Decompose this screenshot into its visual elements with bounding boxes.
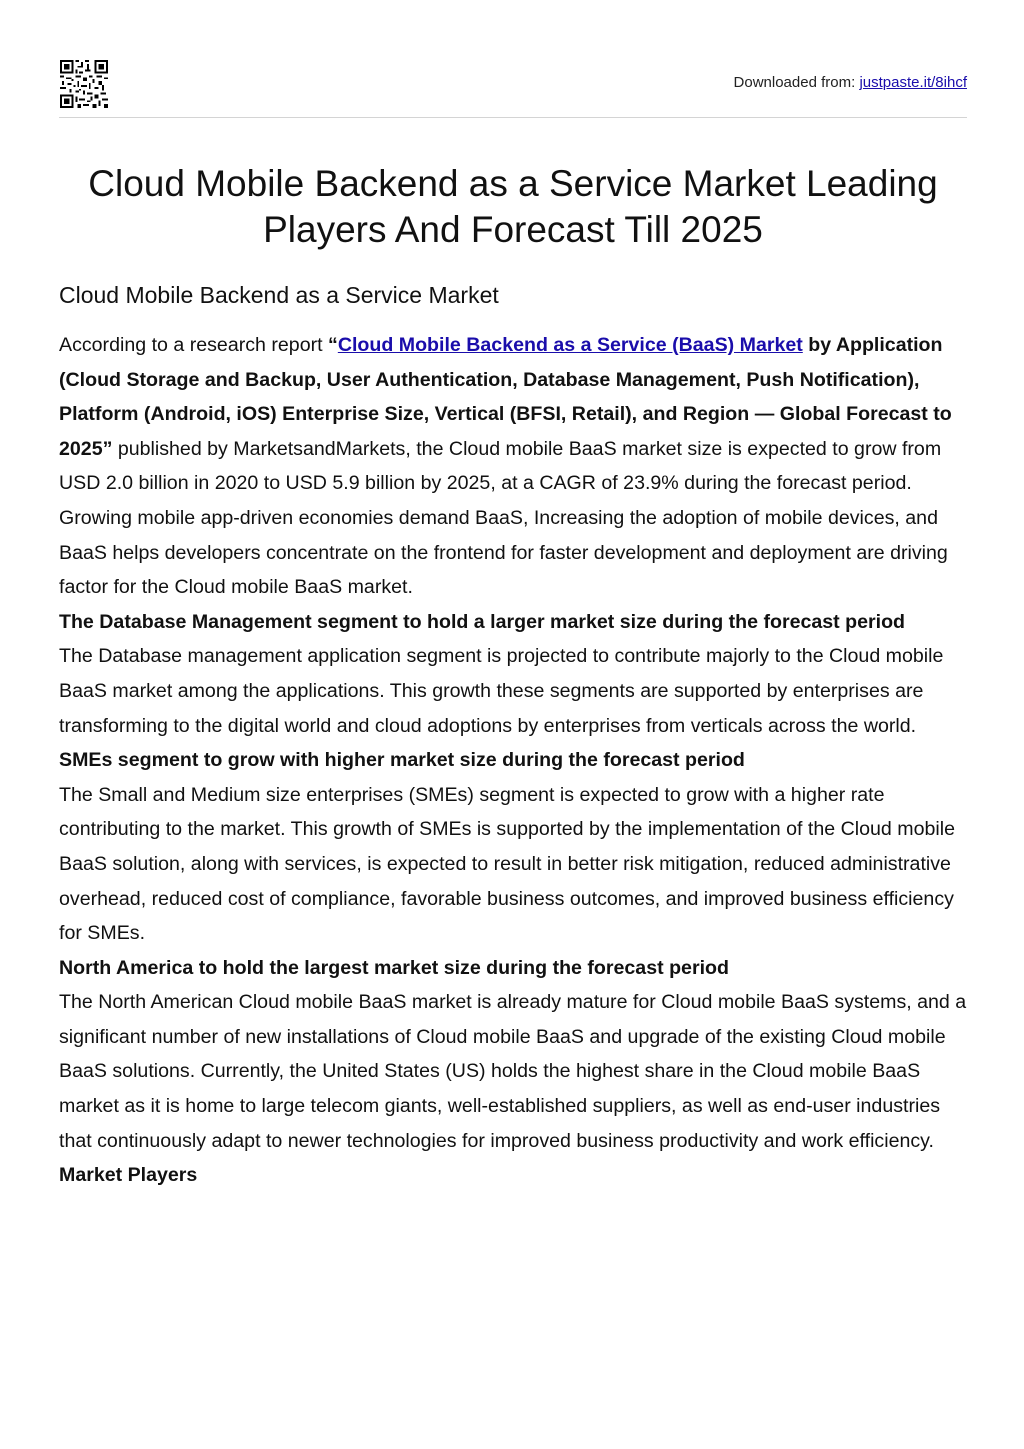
header-divider <box>59 117 967 118</box>
qr-code-icon <box>60 60 108 108</box>
section-heading-smes: SMEs segment to grow with higher market size during the forecast period <box>59 749 745 772</box>
section-heading-market-players: Market Players <box>59 1164 198 1187</box>
section-body-database: The Database management application segment is projected to contribute majorly to the Cloud mobile BaaS market among the applications. This growth these segments are supported by enterprises are transforming to the digital world and cloud adoptions by enterprises from verticals across the world. <box>59 645 944 737</box>
section-heading-database: The Database Management segment to hold a larger market size during the forecast period <box>59 610 906 633</box>
intro-paragraph <box>59 328 967 605</box>
page-subtitle: Cloud Mobile Backend as a Service Market <box>59 282 499 308</box>
source-link[interactable]: justpaste.it/8ihcf <box>859 74 967 91</box>
intro-body: published by MarketsandMarkets, the Cloud mobile BaaS market size is expected to grow from USD 2.0 billion in 2020 to USD 5.9 billion by 2025, at a CAGR of 23.9% during the forecast period. Growing mobile app-driven economies demand BaaS, Increasing the adoption of mobile devices, and BaaS helps developers concentrate on the frontend for faster development and deployment are driving factor for the Cloud mobile BaaS market. <box>59 437 948 599</box>
report-link[interactable]: Cloud Mobile Backend as a Service (BaaS) Market <box>337 334 803 356</box>
page-title: Cloud Mobile Backend as a Service Market Leading Players And Forecast Till 2025 <box>88 163 938 250</box>
download-source <box>734 74 967 91</box>
intro-lead: According to a research report <box>59 334 329 356</box>
section-body-smes: The Small and Medium size enterprises (SMEs) segment is expected to grow with a higher rate contributing to the market. This growth of SMEs is supported by the implementation of the Cloud mobile BaaS solution, along with services, is expected to result in better risk mitigation, reduced administrative overhead, reduced cost of compliance, favorable business outcomes, and improved business efficiency for SMEs. <box>59 783 955 945</box>
intro-open-quote: “ <box>328 334 338 356</box>
report-title-rest: by Application (Cloud Storage and Backup, User Authentication, Database Management, Push Notification), Platform (Android, iOS) Enterprise Size, Vertical (BFSI, Retail), and Region — Global Forecast to 2025” <box>59 334 952 460</box>
section-heading-north-america: North America to hold the largest market size during the forecast period <box>59 956 729 979</box>
article-body <box>59 328 967 1193</box>
download-label: Downloaded from: <box>733 74 856 91</box>
section-body-north-america: The North American Cloud mobile BaaS market is already mature for Cloud mobile BaaS systems, and a significant number of new installations of Cloud mobile BaaS and upgrade of the existing Cloud mobile BaaS solutions. Currently, the United States (US) holds the highest share in the Cloud mobile BaaS market as it is home to large telecom giants, well-established suppliers, as well as end-user industries that continuously adapt to newer technologies for improved business productivity and work efficiency. <box>59 991 967 1152</box>
